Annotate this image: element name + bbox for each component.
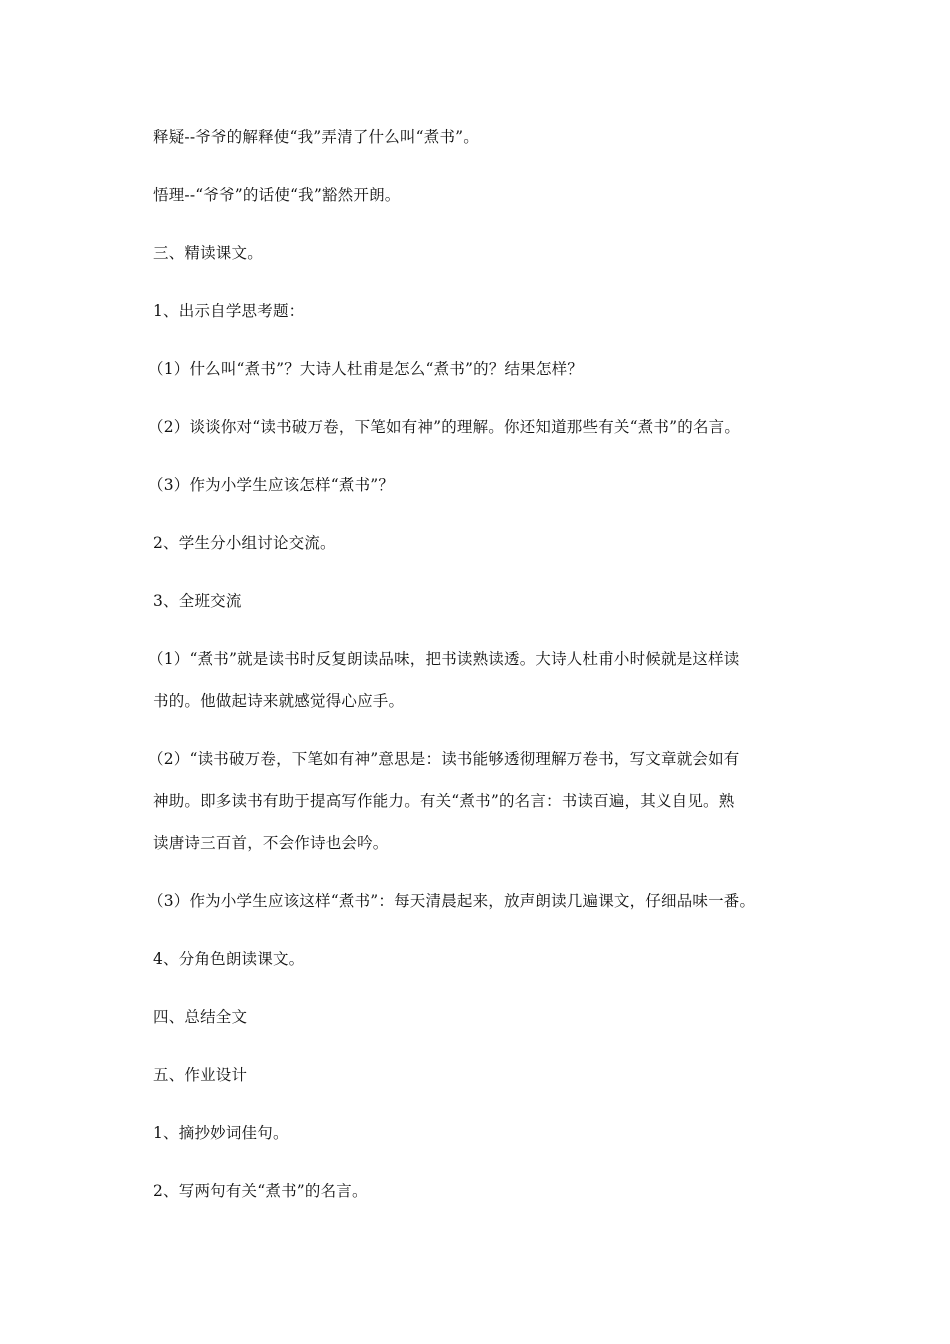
section-heading-close-reading: 三、精读课文。 [153,244,263,262]
answer-1-line-2: 书的。他做起诗来就感觉得心应手。 [153,692,405,710]
answer-2-line-1: （2）“读书破万卷，下笔如有神”意思是：读书能够透彻理解万卷书，写文章就会如有 [148,750,740,768]
section-heading-summary: 四、总结全文 [153,1008,248,1026]
question-3: （3）作为小学生应该怎样“煮书”？ [148,476,395,494]
answer-3: （3）作为小学生应该这样“煮书”：每天清晨起来，放声朗读几遍课文，仔细品味一番。 [148,892,756,910]
text-line-explanation: 释疑--爷爷的解释使“我”弄清了什么叫“煮书”。 [153,128,479,146]
answer-2-line-3: 读唐诗三百首，不会作诗也会吟。 [153,834,389,852]
question-2: （2）谈谈你对“读书破万卷，下笔如有神”的理解。你还知道那些有关“煮书”的名言。 [148,418,741,436]
text-line-self-study-questions: 1、出示自学思考题： [153,302,305,320]
text-line-role-reading: 4、分角色朗读课文。 [153,950,305,968]
text-line-insight: 悟理--“爷爷”的话使“我”豁然开朗。 [153,186,401,204]
text-line-class-exchange: 3、全班交流 [153,592,242,610]
homework-item-2: 2、写两句有关“煮书”的名言。 [153,1182,368,1200]
homework-item-1: 1、摘抄妙词佳句。 [153,1124,289,1142]
answer-2-line-2: 神助。即多读书有助于提高写作能力。有关“煮书”的名言：书读百遍，其义自见。熟 [153,792,735,810]
section-heading-homework: 五、作业设计 [153,1066,248,1084]
question-1: （1）什么叫“煮书”？大诗人杜甫是怎么“煮书”的？结果怎样？ [148,360,584,378]
answer-1-line-1: （1）“煮书”就是读书时反复朗读品味，把书读熟读透。大诗人杜甫小时候就是这样读 [148,650,740,668]
text-line-group-discussion: 2、学生分小组讨论交流。 [153,534,336,552]
